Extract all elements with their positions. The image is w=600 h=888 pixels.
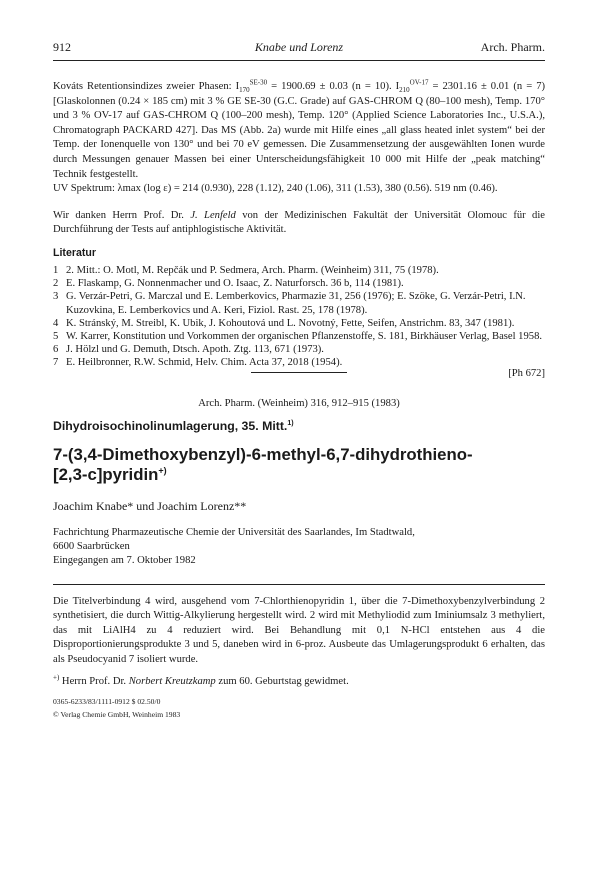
abstract-rule	[53, 584, 545, 585]
reference-number: 6	[53, 344, 59, 356]
authors: Joachim Knabe* und Joachim Lorenz**	[53, 498, 247, 513]
reference-text: W. Karrer, Konstitution und Vorkommen der organischen Pflanzenstoffe, S. 181, Birkhäuser Verlag, Basel 1958.	[66, 330, 543, 342]
article-title: 7-(3,4-Dimethoxybenzyl)-6-methyl-6,7-dihydrothieno- [2,3-c]pyridin+)	[53, 444, 473, 484]
reference-number: 7	[53, 357, 59, 369]
acknowledgement: Wir danken Herrn Prof. Dr. J. Lenfeld von der Medizinischen Fakultät der Universität Olomouc für die Durchführung der Tests auf antiphlogistische Aktivität.	[53, 209, 545, 236]
kovats-paragraph: Kováts Retentionsindizes zweier Phasen: $I_{170}^{SE-30} = 1900.69 \pm 0.03$ (n = 10). $I_{210}^{OV-17} = 2301.16 \pm 0.01$ (n = 7) [Glaskolonnen (0.24 × 185 cm) mit 3 % GE SE-30 (G.C. Grade) auf GAS-CHROM Q (80–100 mesh), Temp. 170° und 3 % OV-17 auf GAS-CHROM Q (100–200 mesh), Temp. 120° (Applied Science Laboratories Inc., U.S.A.), Chromatograph PACKARD 427]. Das MS (Abb. 2a) wurde mit Hilfe eines „all glass heated inlet system“ bei der Temp. der Ionenquelle von 130° und bei 70 eV gemessen. Die Zusammensetzung der ausgewählten Ionen wurde durch Messungen genauer Massen bei einer Unterscheidungsfähigkeit 10 000 mit Hilfe der „peak matching“ Technik festgestellt.	[53, 78, 546, 180]
page	[53, 40, 545, 721]
abstract: Die Titelverbindung 4 wird, ausgehend vom 7-Chlorthienopyridin 1, über die 7-Dimethoxybenzylverbindung 2 synthetisiert, die durch Wittig-Alkylierung hergestellt wird. 2 wird mit Methyliodid zum Iminiumsalz 3 methyliert, das mit LiAlH4 zu 4 reduziert wird. Bei Behandlung mit 0,1 N-HCl entstehen aus 4 die Disproportionierungsprodukte 3 und 5, daneben wird in 6-proz. Ausbeute das Umlagerungsprodukt 6 erhalten, das als Pseudocyanid 7 isoliert wurde.	[53, 595, 545, 665]
reference-number: 2	[53, 278, 59, 290]
uv-spectrum: UV Spektrum: λmax (log ε) = 214 (0.930), 228 (1.12), 240 (1.06), 311 (1.53), 380 (0.56). 519 nm (0.46).	[53, 183, 498, 195]
reference-list	[53, 264, 545, 370]
reference-number: 5	[53, 330, 59, 342]
reference-text: G. Verzár-Petri, G. Marczal und E. Lemberkovics, Pharmazie 31, 256 (1976); E. Szöke, G. Verzár-Petri, I.N. Kuzovkina, E. Lemberkovics und A. Keri, Fiziol. Rast. 25, 178 (1978).	[66, 291, 526, 316]
reference-text: 2. Mitt.: O. Motl, M. Repčák und P. Sedmera, Arch. Pharm. (Weinheim) 311, 75 (1978).	[66, 264, 439, 276]
journal-citation: Arch. Pharm. (Weinheim) 316, 912–915 (1983)	[198, 397, 400, 409]
reference-item	[53, 317, 545, 330]
reference-number: 1	[53, 264, 59, 276]
reference-item	[53, 277, 545, 290]
reference-text: E. Heilbronner, R.W. Schmid, Helv. Chim. Acta 37, 2018 (1954).	[66, 357, 343, 369]
reference-item	[53, 330, 545, 343]
reference-item	[53, 343, 545, 356]
journal-abbrev: Arch. Pharm.	[480, 40, 545, 54]
page-number: 912	[53, 40, 71, 54]
reference-text: J. Hölzl und G. Demuth, Dtsch. Apoth. Ztg. 113, 671 (1973).	[66, 344, 324, 356]
reference-end-rule	[251, 372, 347, 373]
affiliation: Fachrichtung Pharmazeutische Chemie der Universität des Saarlandes, Im Stadtwald, 6600 Saarbrücken Eingegangen am 7. Oktober 1982	[53, 526, 545, 568]
reference-item	[53, 290, 545, 316]
running-header	[53, 40, 545, 58]
copyright: © Verlag Chemie GmbH, Weinheim 1983	[53, 709, 181, 719]
dedication-footnote: +) Herrn Prof. Dr. Norbert Kreutzkamp zum 60. Geburtstag gewidmet.	[53, 673, 349, 687]
reference-item	[53, 264, 545, 277]
received-date: Eingegangen am 7. Oktober 1982	[53, 554, 196, 566]
reference-number: 4	[53, 317, 59, 329]
running-title: Knabe und Lorenz	[254, 40, 344, 54]
reference-item	[53, 356, 545, 369]
reference-number: 3	[53, 291, 59, 303]
reference-text: E. Flaskamp, G. Nonnenmacher und O. Isaac, Z. Naturforsch. 36 b, 114 (1981).	[66, 278, 404, 290]
reference-text: K. Stránský, M. Streibl, K. Ubik, J. Kohoutová und L. Novotný, Fette, Seifen, Anstrichm. 83, 347 (1981).	[66, 317, 515, 329]
literatur-heading: Literatur	[53, 246, 96, 259]
series-title: Dihydroisochinolinumlagerung, 35. Mitt.$^{1)}$	[53, 418, 294, 433]
article-code: 0365-6233/83/1111-0912 $ 02.50/0	[53, 696, 161, 706]
ph-code: [Ph 672]	[508, 367, 545, 379]
